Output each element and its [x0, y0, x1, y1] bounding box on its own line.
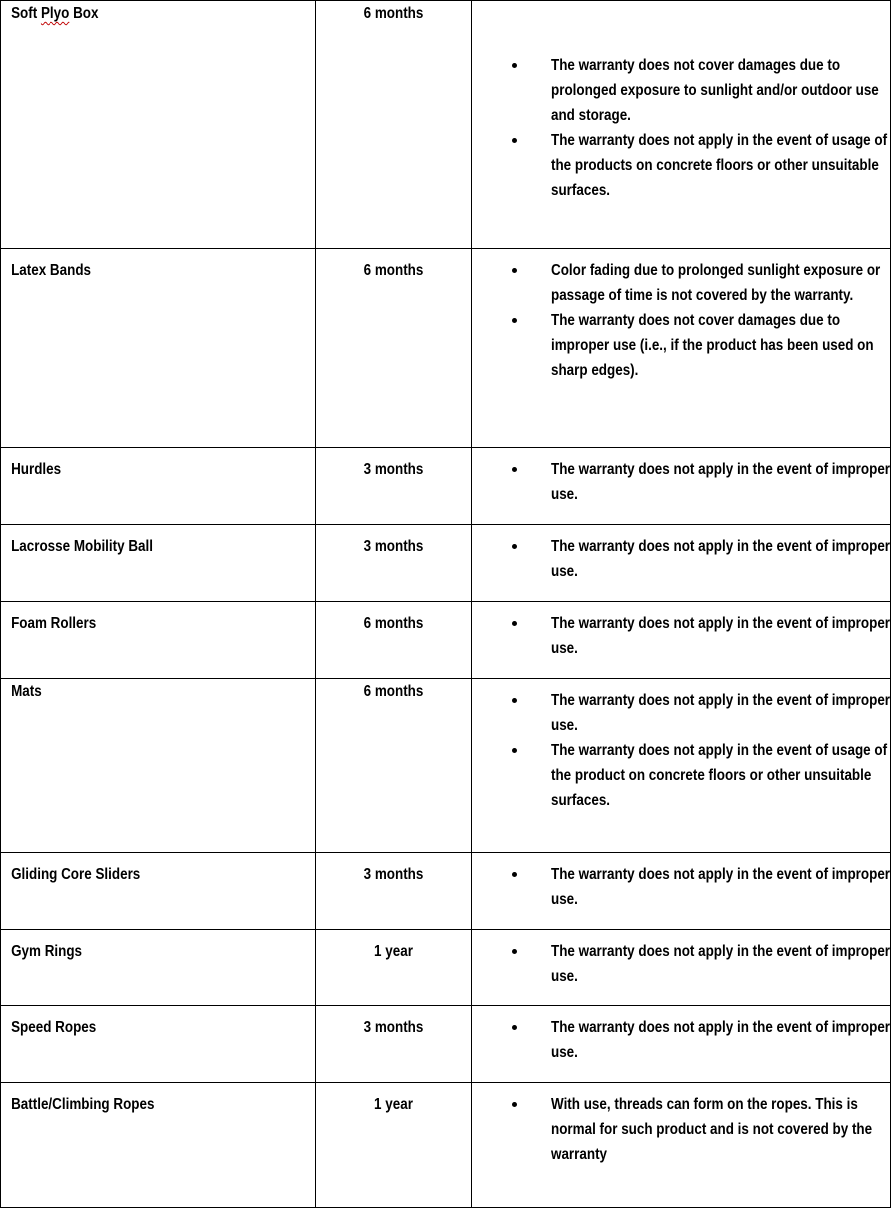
list-item — [472, 534, 890, 584]
warranty-notes-cell — [472, 249, 891, 448]
list-item — [472, 1015, 890, 1065]
warranty-period-cell — [316, 1, 472, 249]
warranty-period: 3 months — [363, 538, 424, 555]
warranty-period: 1 year — [374, 1096, 413, 1113]
table-row — [1, 853, 891, 930]
product-name: Hurdles — [11, 461, 62, 478]
product-name: Gym Rings — [11, 943, 83, 960]
bullet-icon — [512, 544, 517, 549]
product-name: Soft Plyo Box — [11, 5, 99, 22]
warranty-period: 6 months — [363, 262, 424, 279]
product-name: Lacrosse Mobility Ball — [11, 538, 153, 555]
warranty-period-cell — [316, 602, 472, 679]
table-row — [1, 602, 891, 679]
bullet-icon — [512, 318, 517, 323]
warranty-notes-cell — [472, 679, 891, 853]
warranty-notes-cell — [472, 1006, 891, 1083]
bullet-icon — [512, 1025, 517, 1030]
bullet-icon — [512, 872, 517, 877]
warranty-note-text: The warranty does not apply in the event of improper use. — [551, 615, 891, 657]
warranty-period: 6 months — [363, 683, 424, 700]
warranty-notes-list — [472, 602, 890, 661]
warranty-note-text: The warranty does not apply in the event of improper use. — [551, 1019, 891, 1061]
list-item — [472, 308, 890, 383]
product-name: Battle/Climbing Ropes — [11, 1096, 155, 1113]
warranty-period: 6 months — [363, 615, 424, 632]
list-item — [472, 939, 890, 989]
list-item — [472, 688, 890, 738]
warranty-notes-list — [472, 525, 890, 584]
list-item — [472, 53, 890, 128]
product-cell — [1, 1083, 316, 1208]
list-item — [472, 738, 890, 813]
warranty-notes-list — [472, 1083, 890, 1167]
product-cell — [1, 448, 316, 525]
bullet-icon — [512, 268, 517, 273]
product-cell — [1, 679, 316, 853]
warranty-table-body — [1, 1, 891, 1208]
warranty-note-text: The warranty does not cover damages due to improper use (i.e., if the product has been used on sharp edges). — [551, 312, 874, 379]
bullet-icon — [512, 621, 517, 626]
warranty-notes-cell — [472, 525, 891, 602]
table-row — [1, 930, 891, 1006]
product-cell — [1, 1, 316, 249]
table-row — [1, 1006, 891, 1083]
list-item — [472, 1092, 890, 1167]
warranty-note-text: Color fading due to prolonged sunlight exposure or passage of time is not covered by the warranty. — [551, 262, 881, 304]
warranty-note-text: The warranty does not apply in the event of improper use. — [551, 461, 891, 503]
warranty-note-text: The warranty does not apply in the event of improper use. — [551, 538, 891, 580]
product-cell — [1, 1006, 316, 1083]
warranty-period-cell — [316, 853, 472, 930]
warranty-period-cell — [316, 930, 472, 1006]
list-item — [472, 457, 890, 507]
warranty-period-cell — [316, 1006, 472, 1083]
list-item — [472, 611, 890, 661]
warranty-period: 3 months — [363, 461, 424, 478]
bullet-icon — [512, 138, 517, 143]
warranty-period-cell — [316, 525, 472, 602]
warranty-note-text: The warranty does not cover damages due to prolonged exposure to sunlight and/or outdoor use and storage. — [551, 57, 879, 124]
warranty-notes-cell — [472, 853, 891, 930]
warranty-period-cell — [316, 1083, 472, 1208]
product-name: Speed Ropes — [11, 1019, 97, 1036]
product-cell — [1, 249, 316, 448]
product-cell — [1, 930, 316, 1006]
table-row — [1, 525, 891, 602]
table-row — [1, 249, 891, 448]
warranty-period-cell — [316, 249, 472, 448]
list-item — [472, 862, 890, 912]
table-row — [1, 448, 891, 525]
product-cell — [1, 602, 316, 679]
list-item — [472, 128, 890, 203]
warranty-notes-cell — [472, 602, 891, 679]
spellcheck-flagged-word[interactable]: Plyo — [40, 5, 70, 22]
bullet-icon — [512, 748, 517, 753]
bullet-icon — [512, 1102, 517, 1107]
bullet-icon — [512, 63, 517, 68]
product-name: Gliding Core Sliders — [11, 866, 141, 883]
warranty-notes-list — [472, 1, 890, 203]
warranty-period: 1 year — [374, 943, 413, 960]
warranty-notes-list — [472, 448, 890, 507]
warranty-notes-list — [472, 679, 890, 813]
warranty-note-text: The warranty does not apply in the event of improper use. — [551, 943, 891, 985]
warranty-notes-list — [472, 853, 890, 912]
bullet-icon — [512, 949, 517, 954]
warranty-notes-list — [472, 1006, 890, 1065]
warranty-note-text: The warranty does not apply in the event of usage of the product on concrete floors or other unsuitable surfaces. — [551, 742, 888, 809]
product-name: Latex Bands — [11, 262, 91, 279]
product-cell — [1, 525, 316, 602]
warranty-period: 3 months — [363, 866, 424, 883]
product-name: Foam Rollers — [11, 615, 97, 632]
warranty-notes-cell — [472, 1, 891, 249]
warranty-period-cell — [316, 448, 472, 525]
bullet-icon — [512, 698, 517, 703]
warranty-period-cell — [316, 679, 472, 853]
table-row — [1, 1083, 891, 1208]
warranty-notes-list — [472, 930, 890, 989]
warranty-period: 3 months — [363, 1019, 424, 1036]
warranty-notes-list — [472, 249, 890, 383]
product-cell — [1, 853, 316, 930]
warranty-note-text: The warranty does not apply in the event of improper use. — [551, 866, 891, 908]
warranty-notes-cell — [472, 448, 891, 525]
warranty-notes-cell — [472, 930, 891, 1006]
warranty-note-text: The warranty does not apply in the event of improper use. — [551, 692, 891, 734]
list-item — [472, 258, 890, 308]
warranty-notes-cell — [472, 1083, 891, 1208]
table-row — [1, 679, 891, 853]
bullet-icon — [512, 467, 517, 472]
warranty-note-text: The warranty does not apply in the event of usage of the products on concrete floors or other unsuitable surfaces. — [551, 132, 888, 199]
table-row — [1, 1, 891, 249]
warranty-note-text: With use, threads can form on the ropes. This is normal for such product and is not covered by the warranty — [551, 1096, 873, 1163]
warranty-period: 6 months — [363, 5, 424, 22]
product-name: Mats — [11, 683, 42, 700]
